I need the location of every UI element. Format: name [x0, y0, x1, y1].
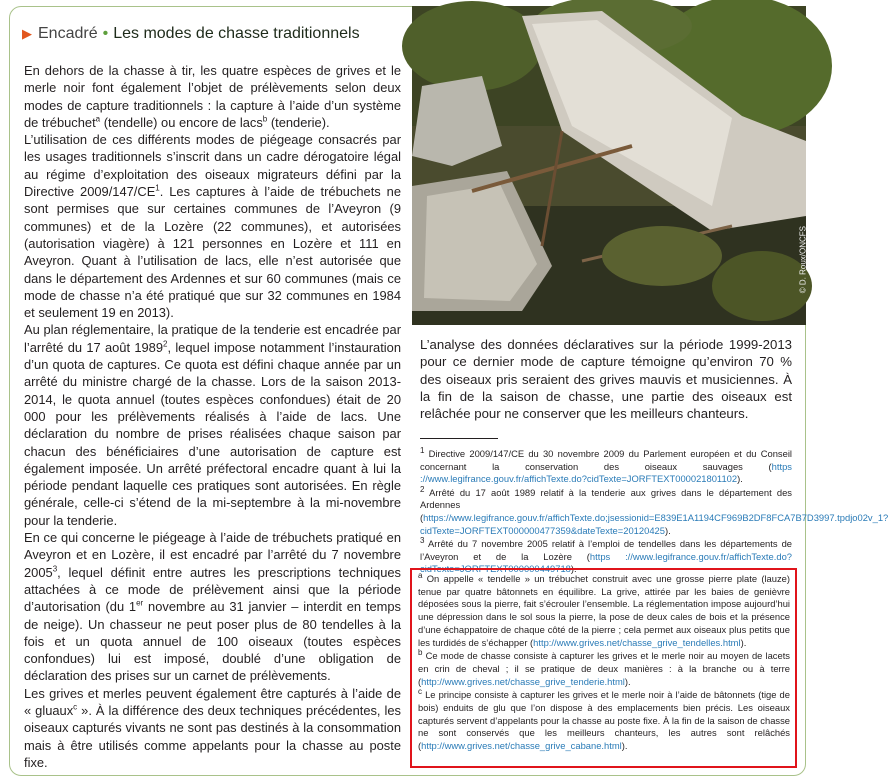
triangle-bullet-icon: ▶: [22, 26, 32, 41]
footnote-1: [420, 445, 792, 486]
footnote-ref-2: 2: [163, 339, 168, 349]
note-a-letter: a: [418, 570, 423, 580]
note-b-letter: b: [418, 648, 423, 658]
photo-credit: © D. Roux/ONCFS: [798, 226, 807, 294]
footnote-3-end: ).: [570, 563, 577, 575]
note-c-letter: c: [418, 687, 422, 697]
footnote-2-number: 2: [420, 484, 425, 494]
p4-text-c: novembre au 31 janvier – interdit en temps de neige). Un chasseur ne peut poser plus de 80 tendelles à la fois et un quota annuel de 100 oiseaux (toutes espèces confondues) lui est imposé, doublé d’une obligation de déclaration des prises sur un carnet de prélèvements.: [24, 599, 401, 684]
footnote-3-number: 3: [420, 536, 425, 546]
p2-text-a: L’utilisation de ces différents modes de piégeage consacrés par les usages traditionnels s’inscrit dans un cadre dérogatoire légal au régime d’exploitation des oiseaux migrateurs défini par la Directive 2009/147/CE: [24, 132, 401, 200]
note-b-end: ).: [624, 675, 631, 687]
paragraph-5: [24, 685, 401, 771]
footnote-3-link[interactable]: https ://www.legifrance.gouv.fr/affichTexte.do?cidTexte=JORFTEXT000000449718: [420, 550, 792, 575]
photo-illustration: [412, 6, 806, 325]
note-c-link[interactable]: http://www.grives.net/chasse_grive_cabane.html: [421, 740, 622, 752]
left-column: [24, 62, 401, 771]
right-column-text: L’analyse des données déclaratives sur la période 1999-2013 pour ce dernier mode de capture témoigne qu’environ 70 % des oiseaux pris seraient des grives mauvis et musiciennes. À la fin de la saison de chasse, une partie des oiseaux est relâchée pour ne conserver que les meilleurs chanteurs.: [420, 337, 792, 422]
footnote-2: [420, 484, 888, 537]
paragraph-2: [24, 131, 401, 321]
note-c: [418, 689, 790, 753]
note-b-text: Ce mode de chasse consiste à capturer les grives et le merle noir au moyen de lacets en crin de cheval ; il se pratique de deux manières : à la branche ou à terre (: [418, 650, 790, 687]
heading-label: Encadré: [38, 25, 98, 42]
heading-title: Les modes de chasse traditionnels: [113, 25, 360, 42]
box-heading: [22, 22, 360, 46]
p1-text-c: (tenderie).: [267, 114, 330, 130]
highlighted-footnotes: [410, 568, 797, 768]
footnote-ref-3: 3: [52, 564, 58, 574]
p5-text-a: Les grives et merles peuvent également être capturés à l’aide de « gluaux: [24, 685, 401, 718]
p4-text-b: , lequel définit entre autres les prescriptions techniques attachées à ce mode de prélèvement ainsi que la période d’autorisation (du 1: [24, 564, 401, 615]
p1-text-a: En dehors de la chasse à tir, les quatre espèces de grives et le merle noir font également l’objet de prélèvements selon deux modes de capture traditionnels : la capture à l’aide d’un système de trébuchet: [24, 63, 401, 130]
note-b-link[interactable]: http://www.grives.net/chasse_grive_tenderie.html: [421, 675, 625, 687]
footnote-1-link[interactable]: https ://www.legifrance.gouv.fr/affichTexte.do?cidTexte=JORFTEXT000021801102: [420, 460, 792, 485]
footnote-1-end: ).: [737, 473, 743, 485]
p1-text-b: (tendelle) ou encore de lacs: [100, 114, 263, 130]
footnote-ref-b: b: [262, 114, 268, 124]
note-a-link[interactable]: http://www.grives.net/chasse_grive_tendelles.html: [533, 636, 741, 648]
footnote-1-text: Directive 2009/147/CE du 30 novembre 2009 du Parlement européen et du Conseil concernant la conservation des oiseaux sauvages (: [420, 448, 792, 472]
note-c-text: Le principe consiste à capturer les grives et le merle noir à l’aide de bâtonnets (tige de bois) enduits de glu que l’on dispose à des emplacements bien précis. Les oiseaux capturés servent d’appelants pour la chasse au poste fixe. À la fin de la saison de chasse ne sont conservés que les meilleurs chanteurs, les autres sont relâchés (: [418, 689, 790, 752]
footnote-ref-1: 1: [155, 183, 160, 193]
footnotes: [420, 445, 888, 577]
heading-bullet: •: [102, 25, 109, 42]
ordinal-er: er: [136, 598, 144, 608]
tendelle-photo: [412, 6, 806, 325]
p2-text-b: . Les captures à l’aide de trébuchets ne sont permises que sur certaines communes de l’Aveyron (9 communes) et de la Lozère (22 communes), et autorisées (autorisation viagère) à 121 personnes en Lozère et 111 en Aveyron. Quant à l’utilisation de lacs, elle n’est autorisée que dans le département des Ardennes et sur 60 communes (mais ce mode de chasse n’a été pratiqué que sur 32 communes en 1984 et seulement 19 en 2013).: [24, 184, 401, 321]
footnote-1-number: 1: [420, 445, 425, 455]
footnote-ref-a: a: [95, 114, 101, 124]
footnote-3-text: Arrêté du 7 novembre 2005 relatif à l’emploi de tendelles dans les départements de l’Aveyron et de la Lozère (: [420, 538, 792, 562]
footnote-separator: [420, 438, 498, 439]
footnote-2-text: Arrêté du 17 août 1989 relatif à la tenderie aux grives dans le département des Ardennes (: [420, 486, 792, 523]
note-a-end: ).: [740, 636, 747, 648]
note-a-text: On appelle « tendelle » un trébuchet construit avec une grosse pierre plate (lauze) tenue par quatre bâtonnets en équilibre. La grive, attirée par les baies de genièvre déposées sous la pierre, fait s’écrouler l’ensemble. La réglementation impose aujourd’hui une dépression dans le sol sous la pierre, la pose de deux cales de bois et la présence d’une échappatoire de chaque côté de la pierre ; cela permet aux oiseaux plus petits que les turdidés de s’échapper (: [418, 573, 790, 648]
note-a: [418, 570, 790, 649]
footnote-2-link[interactable]: https://www.legifrance.gouv.fr/affichTexte.do;jsessionid=E839E1A1194CF969B2DF8FCA7B7D3997.tpdjo02v_1?cidTexte=JORFTEXT000000477359&dateTexte=20120425: [420, 511, 888, 536]
paragraph-3: [24, 321, 401, 529]
footnote-ref-c: c: [73, 702, 78, 712]
note-b: [418, 650, 790, 688]
p3-text-a: Au plan réglementaire, la pratique de la tenderie est encadrée par l’arrêté du 17 août 1989: [24, 322, 401, 355]
p5-text-b: ». À la différence des deux techniques précédentes, les oiseaux capturés vivants ne sont pas destinés à la consommation mais à être utilisés comme appelants pour la chasse au poste fixe.: [24, 702, 401, 770]
paragraph-1: [24, 62, 401, 131]
p3-text-b: , lequel impose notamment l’instauration d’un quota de captures. Ce quota est défini chaque année par un arrêté du ministre chargé de la chasse. Lors de la saison 2013-2014, le quota annuel (toutes espèces confondues) était de 20 000 pour les prélèvements réalisés à l’aide de lacs. Une déclaration du nombre de prises réalisées chaque saison par chacun des bénéficiaires d’une autorisation de capture est également imposée. Un arrêté préfectoral encadre quant à lui la période pendant laquelle ces pratiques sont autorisées. En règle générale, celle-ci s’étend de la mi-septembre à la mi-novembre pour la tenderie.: [24, 339, 401, 528]
note-c-end: ).: [621, 740, 628, 752]
paragraph-4: [24, 529, 401, 685]
p4-text-a: En ce qui concerne le piégeage à l’aide de trébuchets pratiqué en Aveyron et en Lozère, il est encadré par l’arrêté du 7 novembre 2005: [24, 530, 401, 580]
footnote-2-end: ).: [664, 524, 671, 536]
